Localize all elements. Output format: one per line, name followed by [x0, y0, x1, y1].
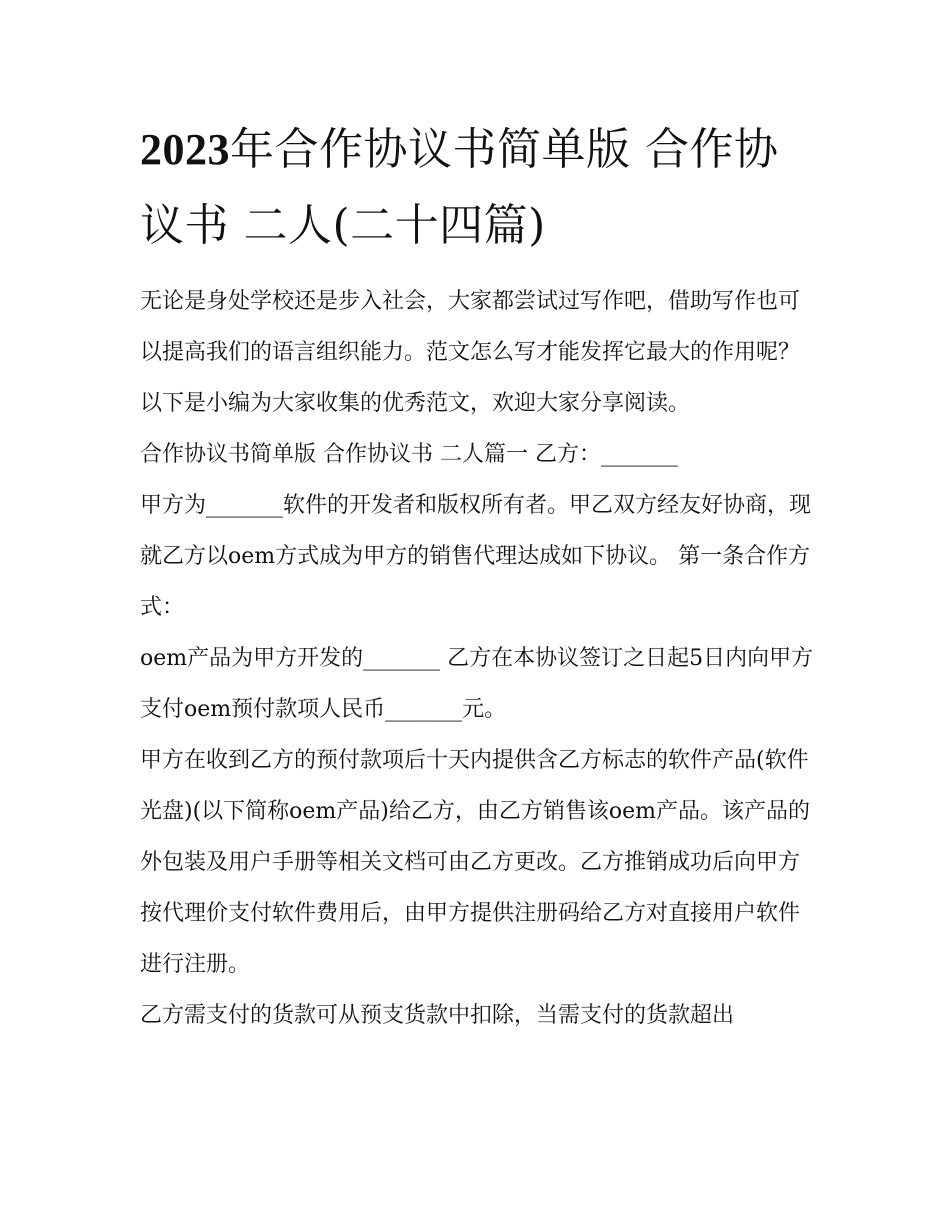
section-heading-paragraph: 合作协议书简单版 合作协议书 二人篇一 乙方：_______ — [140, 442, 678, 467]
oem-product-paragraph: oem产品为甲方开发的_______ 乙方在本协议签订之日起5日内向甲方支付oem预付款项人民币_______元。 — [140, 646, 814, 722]
intro-paragraph: 无论是身处学校还是步入社会，大家都尝试过写作吧，借助写作也可以提高我们的语言组织能力。范文怎么写才能发挥它最大的作用呢？以下是小编为大家收集的优秀范文，欢迎大家分享阅读。 — [140, 289, 801, 416]
title-year: 2023 — [140, 125, 230, 174]
agreement-paragraph: 甲方为_______软件的开发者和版权所有者。甲乙双方经友好协商，现就乙方以oem方式成为甲方的销售代理达成如下协议。 第一条合作方式： — [140, 493, 812, 620]
document-title — [140, 112, 820, 264]
delivery-paragraph: 甲方在收到乙方的预付款项后十天内提供含乙方标志的软件产品(软件光盘)(以下简称oem产品)给乙方，由乙方销售该oem产品。该产品的外包装及用户手册等相关文档可由乙方更改。乙方推销成功后向甲方按代理价支付软件费用后，由甲方提供注册码给乙方对直接用户软件进行注册。 — [140, 748, 811, 977]
payment-paragraph: 乙方需支付的货款可从预支货款中扣除，当需支付的货款超出 — [140, 1003, 735, 1028]
title-text: 年合作协议书简单版 合作协议书 二人(二十四篇) — [140, 124, 779, 251]
document-body — [140, 112, 820, 1041]
